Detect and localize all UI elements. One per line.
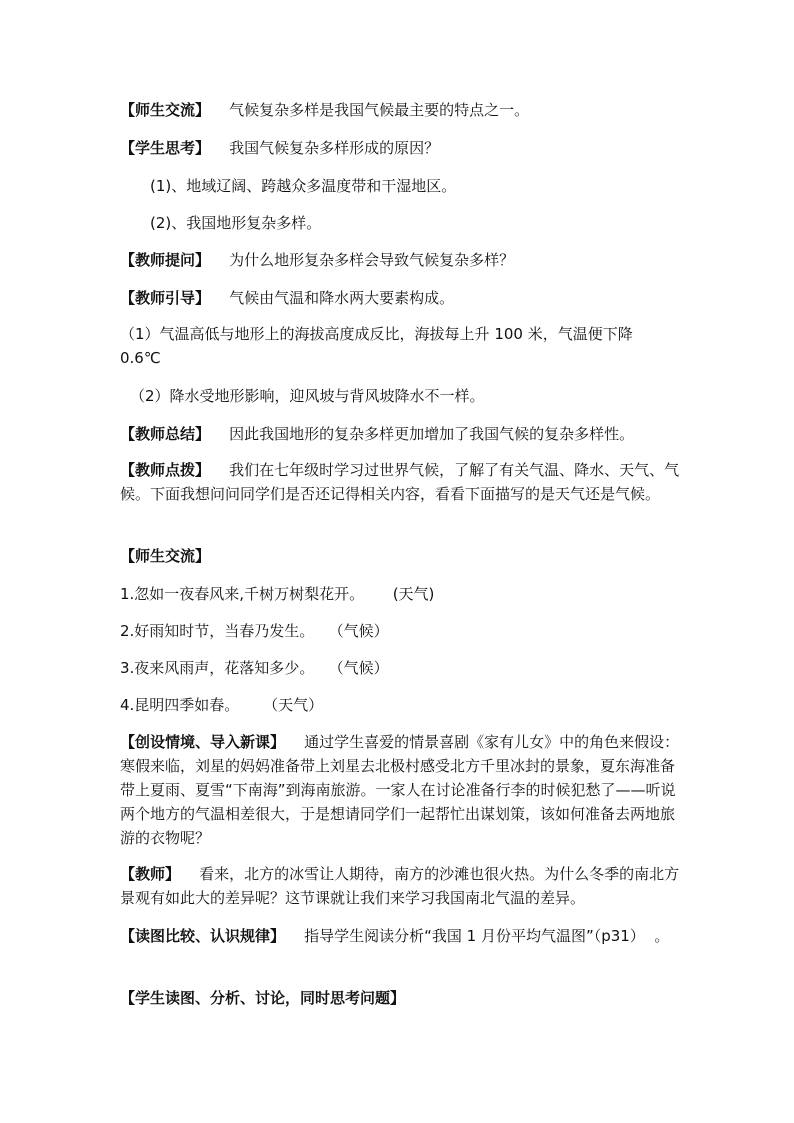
paragraph-15: 4.昆明四季如春。 （天气） xyxy=(120,696,324,714)
paragraph-6: 【教师引导】 气候由气温和降水两大要素构成。 xyxy=(120,289,455,307)
paragraph-3: (1)、地域辽阔、跨越众多温度带和干湿地区。 xyxy=(150,177,457,195)
paragraph-8: （2）降水受地形影响，迎风坡与背风坡降水不一样。 xyxy=(130,387,485,405)
paragraph-17: 【教师】 看来，北方的冰雪让人期待，南方的沙滩也很火热。为什么冬季的南北方景观有如此大的差异呢？这节课就让我们来学习我国南北气温的差异。 xyxy=(120,865,680,907)
paragraph-2: 【学生思考】 我国气候复杂多样形成的原因？ xyxy=(120,139,440,157)
paragraph-10: 【教师点拨】 我们在七年级时学习过世界气候，了解了有关气温、降水、天气、气候。下面我想问问同学们是否还记得相关内容，看看下面描写的是天气还是气候。 xyxy=(120,461,680,503)
paragraph-12: 1.忽如一夜春风来,千树万树梨花开。 (天气) xyxy=(120,585,435,603)
paragraph-13: 2.好雨知时节，当春乃发生。 （气候） xyxy=(120,622,389,640)
paragraph-18: 【读图比较、认识规律】 指导学生阅读分析“我国 1 月份平均气温图”（p31） 。 xyxy=(120,927,670,945)
paragraph-5: 【教师提问】 为什么地形复杂多样会导致气候复杂多样？ xyxy=(120,251,515,269)
paragraph-1: 【师生交流】 气候复杂多样是我国气候最主要的特点之一。 xyxy=(120,101,530,119)
paragraph-19: 【学生读图、分析、讨论，同时思考问题】 xyxy=(120,989,406,1007)
paragraph-11: 【师生交流】 xyxy=(120,547,211,565)
paragraph-9: 【教师总结】 因此我国地形的复杂多样更加增加了我国气候的复杂多样性。 xyxy=(120,425,635,443)
paragraph-14: 3.夜来风雨声，花落知多少。 （气候） xyxy=(120,659,389,677)
paragraph-4: (2)、我国地形复杂多样。 xyxy=(150,214,322,232)
paragraph-7: （1）气温高低与地形上的海拔高度成反比，海拔每上升 100 米，气温便下降 0.6℃ xyxy=(120,325,633,367)
paragraph-16: 【创设情境、导入新课】 通过学生喜爱的情景喜剧《家有儿女》中的角色来假设：寒假来临，刘星的妈妈准备带上刘星去北极村感受北方千里冰封的景象，夏东海准备带上夏雨、夏雪“下南海”到海南旅游。一家人在讨论准备行李的时候犯愁了——听说两个地方的气温相差很大，于是想请同学们一起帮忙出谋划策，该如何准备去两地旅游的衣物呢？ xyxy=(120,733,680,847)
